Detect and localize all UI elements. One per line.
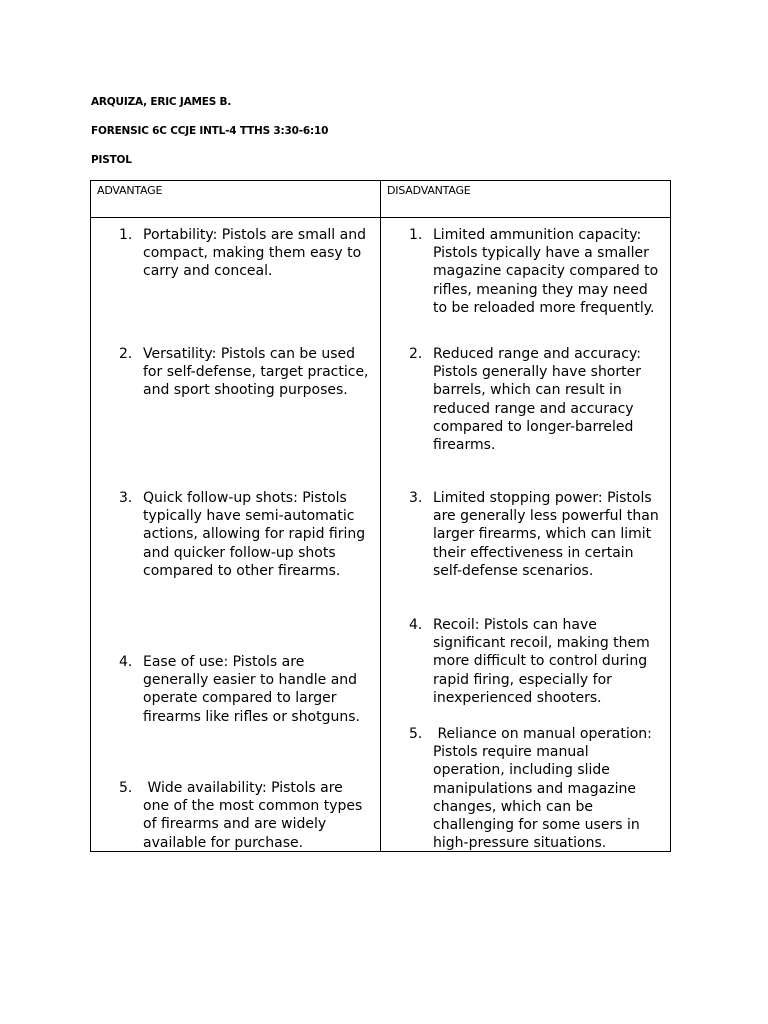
advantage-list <box>91 218 380 851</box>
item-text: Ease of use: Pistols are generally easier to handle and operate compared to larger firearms like rifles or shotguns. <box>143 654 362 725</box>
disadvantage-column-header: DISADVANTAGE <box>387 184 471 197</box>
item-number: 5. <box>119 780 133 796</box>
table-header-row <box>91 181 671 218</box>
advantage-disadvantage-table <box>90 180 671 852</box>
disadvantage-cell <box>381 218 671 852</box>
item-number: 4. <box>409 617 423 633</box>
item-text: Recoil: Pistols can have significant recoil, making them more difficult to control during rapid firing, especially for inexperienced shooters. <box>433 617 655 706</box>
topic-title: PISTOL <box>91 154 132 166</box>
item-number: 5. <box>409 726 423 742</box>
item-text: Quick follow-up shots: Pistols typically have semi-automatic actions, allowing for rapid firing and quicker follow-up shots compared to other firearms. <box>143 490 370 579</box>
item-number: 1. <box>119 227 133 243</box>
item-text: Reduced range and accuracy: Pistols generally have shorter barrels, which can result in reduced range and accuracy compared to longer-barreled firearms. <box>433 346 646 454</box>
table-body-row <box>91 218 671 852</box>
item-number: 2. <box>409 346 423 362</box>
course-line: FORENSIC 6C CCJE INTL-4 TTHS 3:30-6:10 <box>91 125 329 137</box>
advantage-header-cell <box>91 181 381 218</box>
author-name: ARQUIZA, ERIC JAMES B. <box>91 96 232 108</box>
item-number: 3. <box>409 490 423 506</box>
item-number: 2. <box>119 346 133 362</box>
item-text: Limited ammunition capacity: Pistols typically have a smaller magazine capacity compared to rifles, meaning they may need to be reloaded more frequently. <box>433 227 663 316</box>
disadvantage-header-cell <box>381 181 671 218</box>
item-text: Limited stopping power: Pistols are generally less powerful than larger firearms, which can limit their effectiveness in certain self-defense scenarios. <box>433 490 664 579</box>
item-number: 3. <box>119 490 133 506</box>
item-number: 4. <box>119 654 133 670</box>
item-text: Reliance on manual operation: Pistols require manual operation, including slide manipulations and magazine changes, which can be challenging for some users in high-pressure situations. <box>433 726 657 852</box>
item-number: 1. <box>409 227 423 243</box>
item-text: Versatility: Pistols can be used for self-defense, target practice, and sport shooting purposes. <box>143 346 373 399</box>
item-text: Portability: Pistols are small and compact, making them easy to carry and conceal. <box>143 227 371 280</box>
disadvantage-list <box>381 218 670 851</box>
advantage-cell <box>91 218 381 852</box>
advantage-column-header: ADVANTAGE <box>97 184 163 197</box>
item-text: Wide availability: Pistols are one of the most common types of firearms and are widely available for purchase. <box>143 780 367 851</box>
